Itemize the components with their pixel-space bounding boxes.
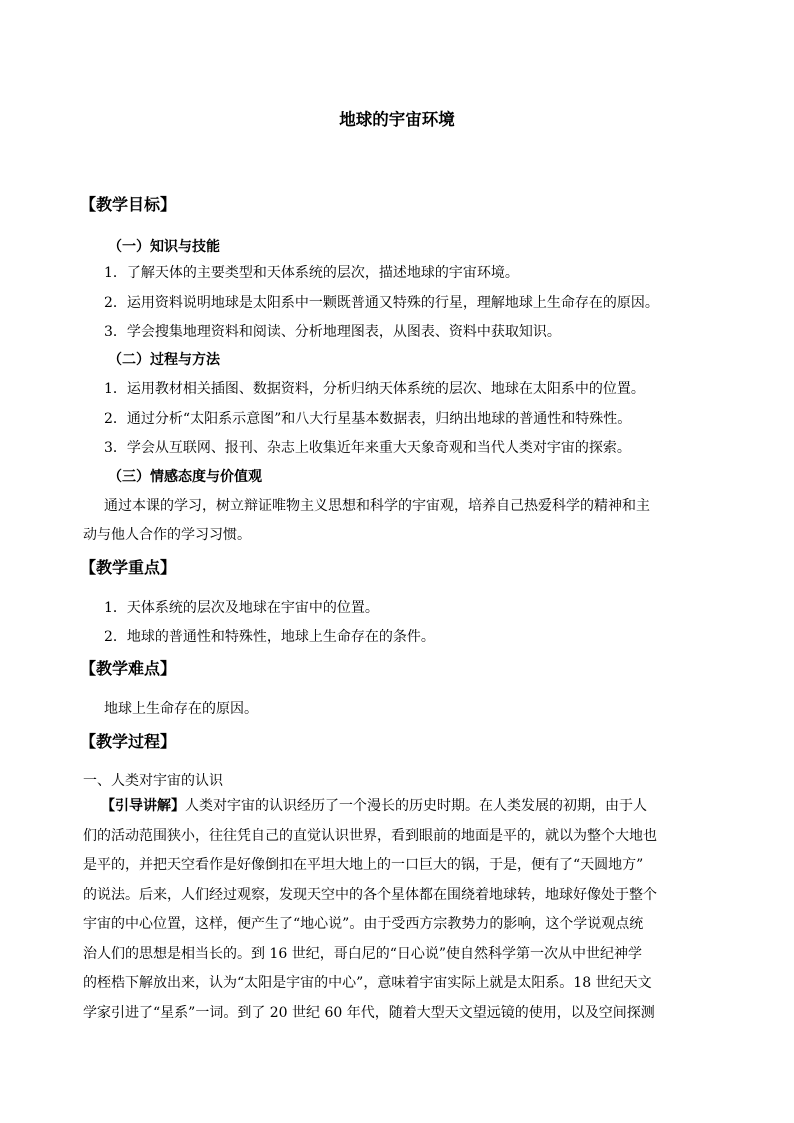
paragraph-line: 是平的，并把天空看作是好像倒扣在平坦大地上的一口巨大的锅，于是，便有了“天圆地方” [83,857,644,873]
process-paragraph [83,792,713,1028]
paragraph-line: 学家引进了“星系”一词。到了 20 世纪 60 年代，随着大型天文望远镜的使用，以及空间探测 [83,1004,655,1021]
paragraph-line: 治人们的思想是相当长的。到 16 世纪，哥白尼的“日心说”使自然科学第一次从中世纪神学 [83,945,643,962]
guide-tag: 【引导讲解】 [101,798,185,814]
subheading-process: （二）过程与方法 [108,352,220,368]
list-item: 1．了解天体的主要类型和天体系统的层次，描述地球的宇宙环境。 [104,265,519,281]
heading-process: 【教学过程】 [80,732,177,751]
list-item: 1．运用教材相关插图、数据资料，分析归纳天体系统的层次、地球在太阳系中的位置。 [104,381,645,397]
list-item: 3．学会从互联网、报刊、杂志上收集近年来重大天象奇观和当代人类对宇宙的探索。 [104,440,631,456]
paragraph-line: 地球上生命存在的原因。 [104,701,258,717]
heading-goals: 【教学目标】 [80,195,177,214]
paragraph-line: 的说法。后来，人们经过观察，发现天空中的各个星体都在围绕着地球转，地球好像处于整个 [83,886,657,903]
paragraph-line: 的桎梏下解放出来，认为“太阳是宇宙的中心”，意味着宇宙实际上就是太阳系。18 世纪天文 [83,975,652,991]
list-item: 2．通过分析“太阳系示意图”和八大行星基本数据表，归纳出地球的普通性和特殊性。 [104,411,632,427]
heading-key-points: 【教学重点】 [80,558,177,577]
list-item: 2．地球的普通性和特殊性，地球上生命存在的条件。 [104,629,435,645]
list-item: 1．天体系统的层次及地球在宇宙中的位置。 [104,600,379,616]
paragraph-text: 人类对宇宙的认识经历了一个漫长的历史时期。在人类发展的初期，由于人 [185,798,647,814]
heading-difficulties: 【教学难点】 [80,659,177,678]
paragraph-line [83,792,713,822]
paragraph-line: 通过本课的学习，树立辩证唯物主义思想和科学的宇宙观，培养自己热爱科学的精神和主 [104,498,650,514]
paragraph-line: 动与他人合作的学习习惯。 [83,527,251,543]
paragraph-line: 们的活动范围狭小，往往凭自己的直觉认识世界，看到眼前的地面是平的，就以为整个大地也 [83,827,657,844]
paragraph-line: 宇宙的中心位置，这样，便产生了“地心说”。由于受西方宗教势力的影响，这个学说观点统 [83,916,644,932]
subheading-attitude: （三）情感态度与价值观 [108,469,262,485]
subheading-knowledge: （一）知识与技能 [108,239,220,255]
section-heading: 一、人类对宇宙的认识 [83,773,223,789]
list-item: 2．运用资料说明地球是太阳系中一颗既普通又特殊的行星，理解地球上生命存在的原因。 [104,295,659,311]
list-item: 3．学会搜集地理资料和阅读、分析地理图表，从图表、资料中获取知识。 [104,324,561,340]
page-title: 地球的宇宙环境 [339,110,455,129]
